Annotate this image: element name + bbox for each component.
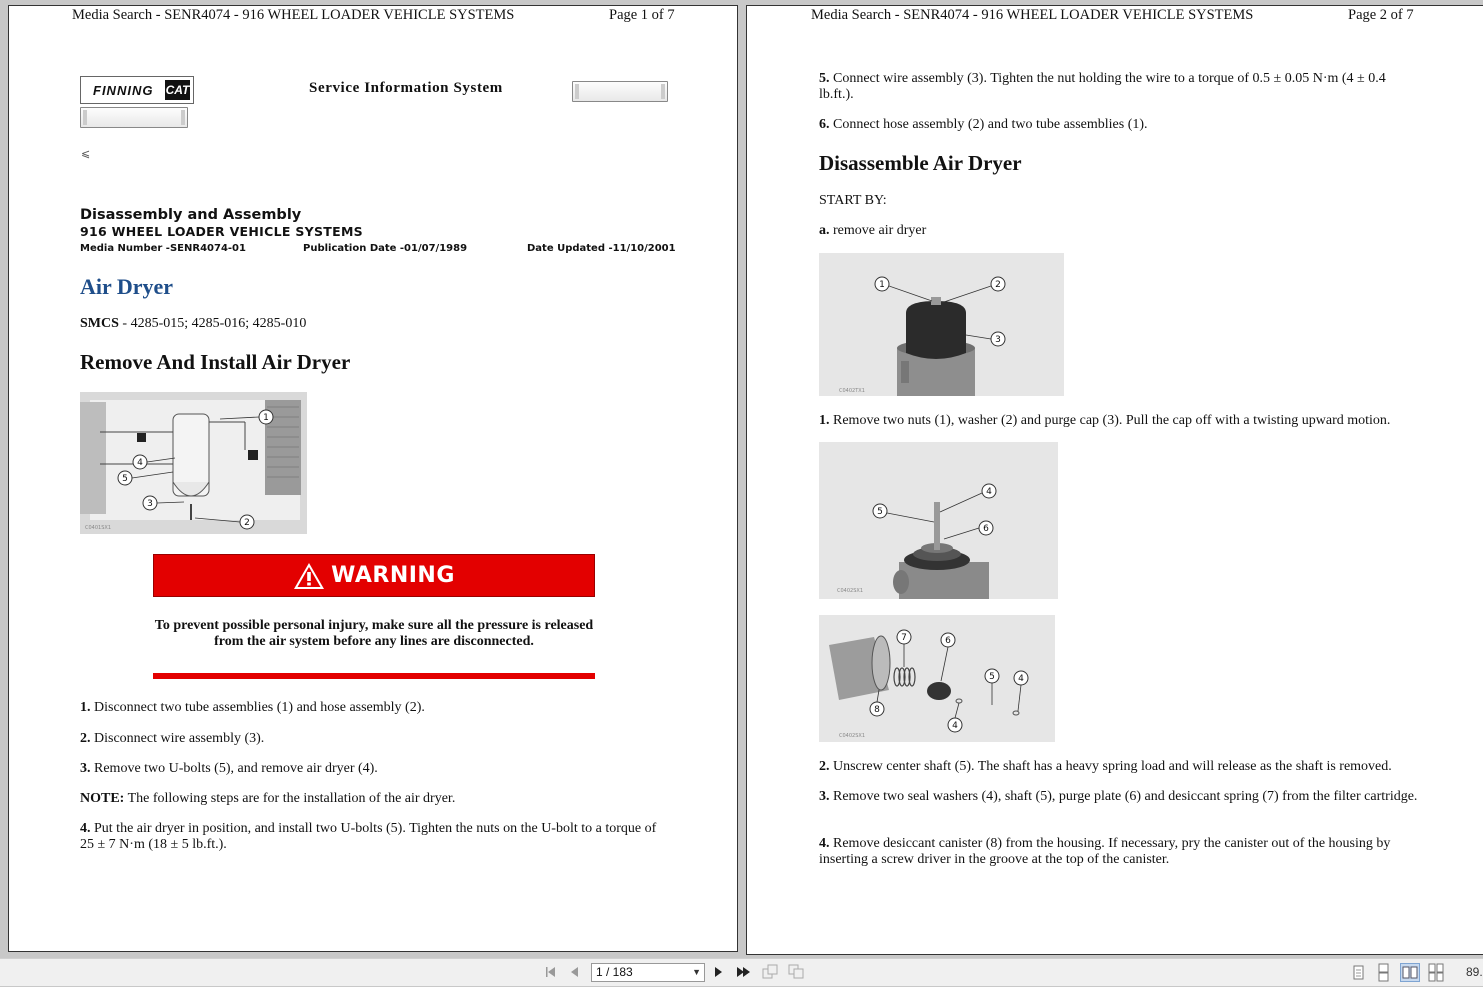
continuous-facing-view-button[interactable] [1426, 963, 1446, 982]
callout-label: 4 [1018, 674, 1024, 684]
smcs-label: SMCS [80, 316, 119, 331]
topic-title: Air Dryer [80, 274, 174, 299]
continuous-view-button[interactable] [1374, 963, 1394, 982]
step-1-disassemble: 1. Remove two nuts (1), washer (2) and purge cap (3). Pull the cap off with a twisting upward motion. [819, 413, 1391, 428]
warning-banner [153, 554, 595, 597]
step-2: 2. Disconnect wire assembly (3). [80, 731, 265, 746]
callout-label: 4 [986, 487, 992, 497]
callout-label: 3 [995, 335, 1001, 345]
finning-cat-logo [80, 76, 194, 104]
previous-view-button[interactable] [761, 963, 779, 981]
callout-label: 6 [983, 524, 989, 534]
doc-type: Disassembly and Assembly [80, 207, 302, 223]
page-number-value: 1 / 183 [596, 965, 633, 979]
sis-nav-field [80, 107, 188, 128]
step-4: 4. Put the air dryer in position, and install two U-bolts (5). Tighten the nuts on the U-bolt to a torque of 25 ± 7 N·m (18 ± 5 lb.ft.). [80, 821, 657, 852]
page-header-title: Media Search - SENR4074 - 916 WHEEL LOADER VEHICLE SYSTEMS [72, 7, 515, 23]
callout-label: 8 [874, 705, 880, 715]
date-updated: Date Updated -11/10/2001 [527, 243, 676, 254]
single-page-icon [1349, 963, 1369, 982]
next-page-icon [709, 963, 727, 981]
page-header-number: Page 1 of 7 [609, 7, 675, 23]
callout-label: 5 [877, 507, 883, 517]
callout-label: 2 [244, 518, 250, 528]
callout-label: 7 [901, 633, 907, 643]
zoom-level[interactable]: 89. [1466, 965, 1483, 979]
step-1: 1. Disconnect two tube assemblies (1) and hose assembly (2). [80, 700, 425, 715]
callout-label: 5 [989, 672, 995, 682]
start-by: START BY: [819, 193, 887, 208]
continuous-facing-icon [1426, 963, 1446, 982]
callout-label: 4 [952, 721, 958, 731]
figure-air-dryer-mount [80, 392, 307, 534]
sis-search-field [572, 81, 668, 102]
next-page-button[interactable] [709, 963, 727, 981]
callout-label: 2 [995, 280, 1001, 290]
last-page-icon [734, 963, 752, 981]
publication-date: Publication Date -01/07/1989 [303, 243, 468, 254]
figure-exploded-parts [819, 615, 1055, 742]
figure-air-dryer-mount-drawing [80, 392, 307, 534]
page-header-title: Media Search - SENR4074 - 916 WHEEL LOADER VEHICLE SYSTEMS [811, 7, 1254, 23]
callout-label: 1 [879, 280, 885, 290]
step-3-disassemble: 3. Remove two seal washers (4), shaft (5), purge plate (6) and desiccant spring (7) from the filter cartridge. [819, 789, 1418, 804]
warning-triangle-icon [293, 561, 325, 591]
logo-cat-text: CAT [165, 80, 190, 100]
step-5: 5. Connect wire assembly (3). Tighten the nut holding the wire to a torque of 0.5 ± 0.05 N·m (4 ± 0.4 lb.ft.). [819, 71, 1386, 102]
step-2-disassemble: 2. Unscrew center shaft (5). The shaft has a heavy spring load and will release as the shaft is removed. [819, 759, 1392, 774]
warning-label: WARNING [331, 563, 455, 588]
section-title-disassemble: Disassemble Air Dryer [819, 151, 1022, 175]
smcs-codes: - 4285-015; 4285-016; 4285-010 [118, 316, 307, 331]
prev-page-icon [566, 963, 584, 981]
single-page-view-button[interactable] [1349, 963, 1369, 982]
previous-view-icon [761, 963, 779, 981]
step-6: 6. Connect hose assembly (2) and two tube assemblies (1). [819, 117, 1148, 132]
prev-page-button[interactable] [566, 963, 584, 981]
back-arrow-icon: ⩽ [81, 148, 91, 160]
facing-view-button[interactable] [1400, 963, 1420, 982]
figure-code: C0402TX1 [839, 388, 865, 394]
section-title-remove-install: Remove And Install Air Dryer [80, 350, 351, 374]
logo-finning-text: FINNING [93, 83, 154, 98]
figure-code: C0402SX1 [839, 733, 865, 739]
first-page-button[interactable] [542, 963, 560, 981]
continuous-page-icon [1374, 963, 1394, 982]
figure-center-shaft [819, 442, 1058, 599]
next-view-button[interactable] [787, 963, 805, 981]
doc-subject: 916 WHEEL LOADER VEHICLE SYSTEMS [80, 224, 363, 239]
figure-code: C0401SX1 [85, 525, 111, 531]
page-number-select[interactable] [591, 963, 705, 982]
pdf-page-1 [8, 5, 738, 952]
warning-text: To prevent possible personal injury, make sure all the pressure is released from the air system before any lines are disconnected. [154, 618, 594, 649]
last-page-button[interactable] [734, 963, 752, 981]
facing-pages-icon [1401, 964, 1419, 981]
start-by-item: a. remove air dryer [819, 223, 927, 238]
figure-center-shaft-drawing [819, 442, 1058, 599]
chevron-down-icon: ▼ [692, 967, 701, 977]
viewer-toolbar [0, 958, 1483, 986]
smcs-line [80, 316, 306, 332]
figure-purge-cap-drawing [819, 253, 1064, 396]
sis-title: Service Information System [309, 80, 503, 96]
callout-label: 3 [147, 499, 153, 509]
first-page-icon [542, 963, 560, 981]
media-number: Media Number -SENR4074-01 [80, 243, 246, 254]
warning-divider [153, 673, 595, 679]
next-view-icon [787, 963, 805, 981]
step-4-disassemble: 4. Remove desiccant canister (8) from the housing. If necessary, pry the canister out of the housing by inserting a screw driver in the groove at the top of the canister. [819, 836, 1391, 867]
callout-label: 6 [945, 636, 951, 646]
figure-purge-cap [819, 253, 1064, 396]
step-3: 3. Remove two U-bolts (5), and remove air dryer (4). [80, 761, 378, 776]
callout-label: 4 [137, 458, 143, 468]
page-header-number: Page 2 of 7 [1348, 7, 1414, 23]
note: NOTE: The following steps are for the installation of the air dryer. [80, 791, 456, 806]
callout-label: 5 [122, 474, 128, 484]
figure-code: C0402SX1 [837, 588, 863, 594]
figure-exploded-parts-drawing [819, 615, 1055, 742]
pdf-page-2 [746, 5, 1483, 955]
callout-label: 1 [263, 413, 269, 423]
